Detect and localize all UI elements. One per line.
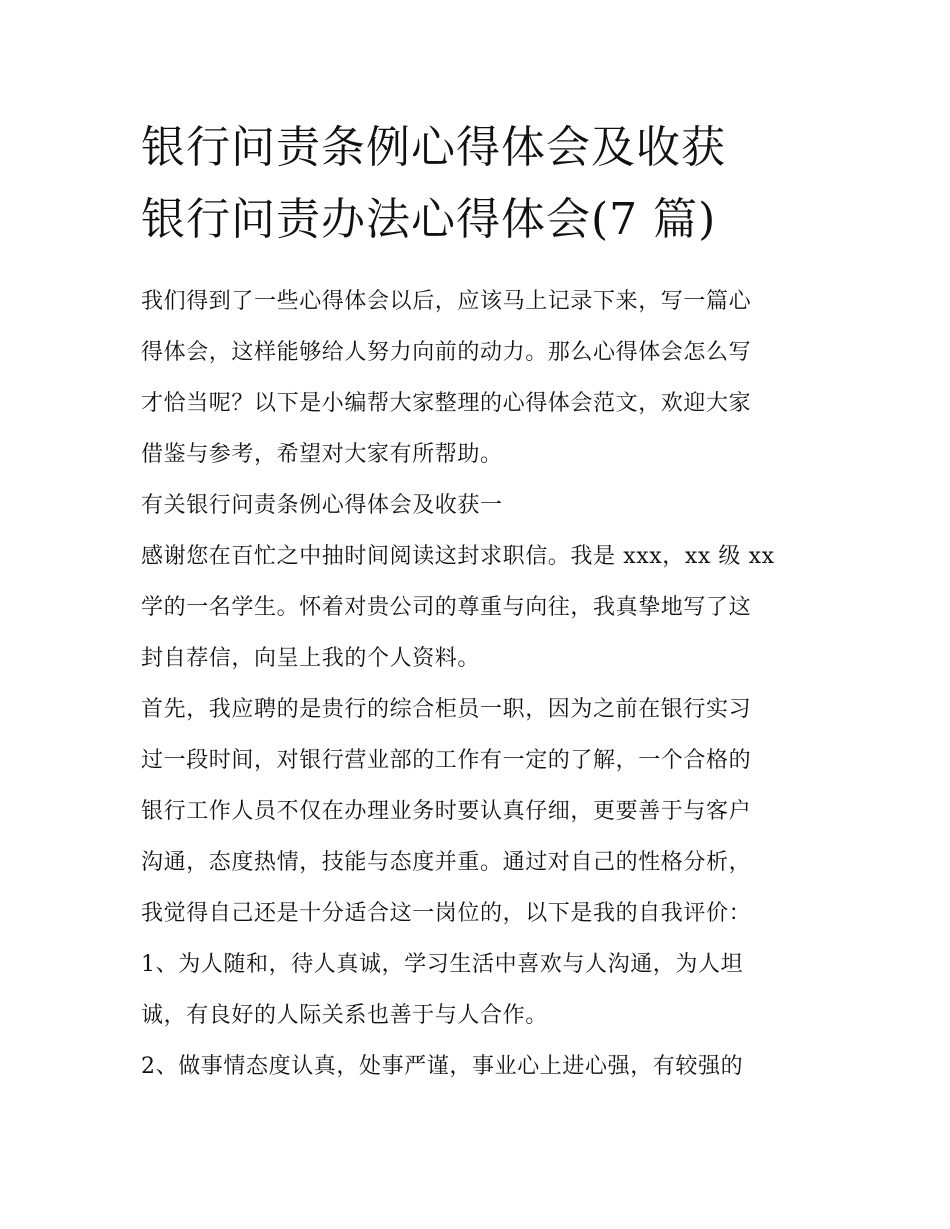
paragraph-line: 沟通，态度热情，技能与态度并重。通过对自己的性格分析，: [141, 850, 752, 875]
intro-line: 借鉴与参考，希望对大家有所帮助。: [141, 442, 503, 467]
page-title: [141, 112, 841, 256]
paragraph-line: 感谢您在百忙之中抽时间阅读这封求职信。我是 xxx，xx 级 xx: [141, 544, 775, 569]
list-item-line: 1、为人随和，待人真诚，学习生活中喜欢与人沟通，为人坦: [141, 952, 744, 977]
list-item-line: 2、做事情态度认真，处事严谨，事业心上进心强，有较强的: [141, 1054, 744, 1079]
document-body: [141, 276, 813, 1092]
paragraph-line: 学的一名学生。怀着对贵公司的尊重与向往，我真挚地写了这: [141, 595, 752, 620]
title-line: 银行问责办法心得体会(7 篇): [141, 194, 717, 245]
section-heading: 有关银行问责条例心得体会及收获一: [141, 493, 503, 518]
intro-line: 我们得到了一些心得体会以后，应该马上记录下来，写一篇心: [141, 289, 752, 314]
paragraph-line: 银行工作人员不仅在办理业务时要认真仔细，更要善于与客户: [141, 799, 752, 824]
paragraph-line: 我觉得自己还是十分适合这一岗位的，以下是我的自我评价：: [141, 901, 752, 926]
paragraph-line: 封自荐信，向呈上我的个人资料。: [141, 646, 481, 671]
intro-line: 才恰当呢？以下是小编帮大家整理的心得体会范文，欢迎大家: [141, 391, 752, 416]
intro-line: 得体会，这样能够给人努力向前的动力。那么心得体会怎么写: [141, 340, 752, 365]
paragraph-line: 首先，我应聘的是贵行的综合柜员一职，因为之前在银行实习: [141, 697, 752, 722]
title-line: 银行问责条例心得体会及收获: [141, 122, 726, 173]
list-item-line: 诚，有良好的人际关系也善于与人合作。: [141, 1003, 548, 1028]
paragraph-line: 过一段时间，对银行营业部的工作有一定的了解，一个合格的: [141, 748, 752, 773]
